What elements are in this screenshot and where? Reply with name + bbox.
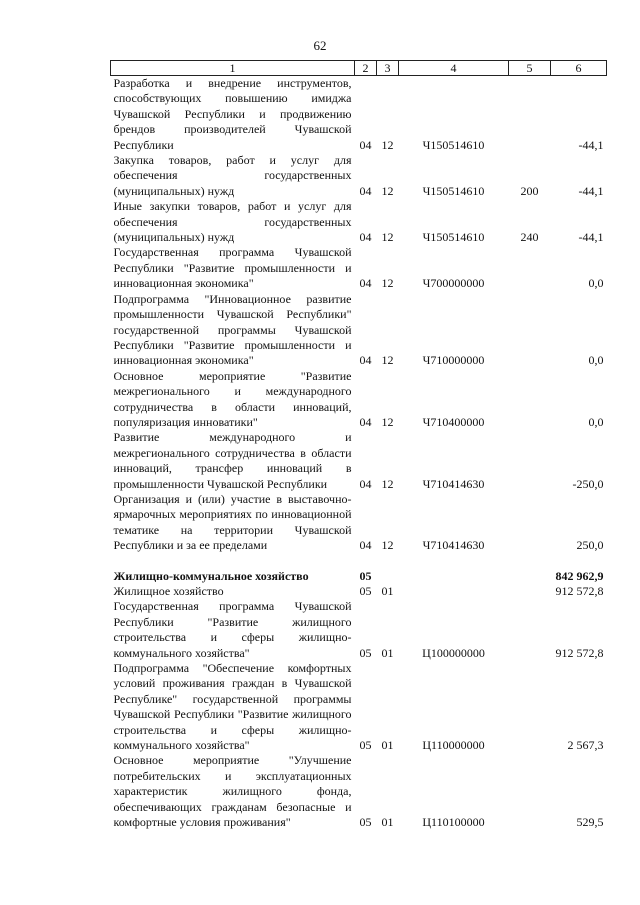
row-name: Организация и (или) участие в выставочно-ярмарочных мероприятиях по инновационной тематике на территории Чувашской Республики и за ее пределами [113,491,352,553]
row-target-article: Ц110100000 [422,815,485,830]
column-header-3: 3 [377,61,399,76]
table-row [111,430,607,492]
row-razdel: 04 [359,183,372,198]
row-target-article: Ц110000000 [422,738,485,753]
row-amount: -250,0 [572,476,604,491]
section-row [111,569,607,584]
row-amount: -44,1 [578,137,604,152]
row-amount: -44,1 [578,230,604,245]
row-name: Закупка товаров, работ и услуг для обеспечения государственных (муниципальных) нужд [113,153,352,198]
table-row [111,661,607,753]
row-target-article: Ч710400000 [422,414,485,429]
table-row [111,492,607,554]
row-name: Жилищное хозяйство [113,584,224,598]
row-razdel: 05 [359,568,372,583]
row-expense-kind [509,76,551,154]
page-number: 62 [313,38,327,53]
row-razdel: 05 [359,584,372,598]
column-header-2: 2 [355,61,377,76]
row-name: Разработка и внедрение инструментов, способствующих повышению имиджа Чувашской Республики и продвижению брендов производителей Чувашской Республики [113,76,352,152]
row-expense-kind [509,661,551,753]
row-amount: 250,0 [576,538,604,553]
row-razdel: 05 [359,645,372,660]
row-amount: 2 567,3 [567,738,604,753]
table-row [111,753,607,830]
row-name: Развитие международного и межрегионального сотрудничества в области инноваций, трансфер инноваций в промышленности Чувашской Республики [113,430,352,491]
table-row [111,584,607,599]
row-razdel: 04 [359,353,372,368]
row-target-article: Ч710414630 [422,476,485,491]
table-row [111,369,607,431]
row-target-article [399,554,509,569]
row-expense-kind [509,492,551,554]
row-expense-kind [509,753,551,830]
row-podrazdel: 12 [381,538,394,553]
row-razdel: 04 [359,538,372,553]
row-amount [551,554,607,569]
row-target-article [399,584,509,599]
row-target-article [399,569,509,584]
row-amount: 0,0 [588,353,604,368]
row-podrazdel: 12 [381,476,394,491]
row-razdel: 04 [359,230,372,245]
row-razdel: 04 [359,137,372,152]
row-expense-kind [509,245,551,291]
row-target-article: Ч150514610 [422,137,485,152]
table-row [111,292,607,369]
row-target-article: Ч710000000 [422,353,485,368]
spacer-row [111,554,607,569]
row-name: Жилищно-коммунальное хозяйство [113,568,309,583]
budget-table [110,60,607,831]
row-name: Основное мероприятие "Улучшение потребительских и эксплуатационных характеристик жилищного фонда, обеспечивающих гражданам безопасные и комфортные условия проживания" [113,753,352,830]
row-podrazdel: 12 [381,414,394,429]
column-header-5: 5 [509,61,551,76]
row-podrazdel [377,569,399,584]
row-podrazdel: 01 [381,645,394,660]
row-podrazdel: 12 [381,183,394,198]
row-name: Подпрограмма "Обеспечение комфортных условий проживания граждан в Чувашской Республике" государственной программы Чувашской Республики "Развитие жилищного строительства и сферы жилищно-коммунального хозяйства" [113,661,352,753]
row-razdel: 04 [359,476,372,491]
row-amount: 912 572,8 [555,645,604,660]
row-razdel: 05 [359,815,372,830]
row-target-article: Ц100000000 [422,645,485,660]
row-name: Подпрограмма "Инновационное развитие промышленности Чувашской Республики" государственной программы Чувашской Республики "Развитие промышленности и инновационная экономика" [113,291,352,368]
table-body [111,76,607,831]
row-podrazdel: 12 [381,137,394,152]
row-name [111,554,355,569]
row-expense-kind: 200 [520,183,539,198]
row-name: Основное мероприятие "Развитие межрегионального и международного сотрудничества в области инноваций, популяризация инноватики" [113,368,352,429]
column-header-6: 6 [551,61,607,76]
row-name: Государственная программа Чувашской Республики "Развитие жилищного строительства и сферы жилищно-коммунального хозяйства" [113,599,352,660]
row-podrazdel: 01 [381,815,394,830]
row-expense-kind [509,584,551,599]
row-podrazdel: 12 [381,353,394,368]
row-razdel: 04 [359,414,372,429]
row-amount: 0,0 [588,414,604,429]
row-expense-kind [509,599,551,661]
row-target-article: Ч700000000 [422,276,485,291]
table-row [111,76,607,154]
row-target-article: Ч150514610 [422,230,485,245]
row-expense-kind [509,292,551,369]
row-name: Государственная программа Чувашской Республики "Развитие промышленности и инновационная экономика" [113,245,352,291]
row-expense-kind: 240 [520,230,539,245]
row-amount: 842 962,9 [555,568,604,583]
row-expense-kind [509,554,551,569]
table-row [111,599,607,661]
row-amount: 0,0 [588,276,604,291]
column-header-1: 1 [111,61,355,76]
row-razdel: 04 [359,276,372,291]
header-row [111,61,607,76]
row-target-article: Ч710414630 [422,538,485,553]
table-row [111,199,607,245]
row-podrazdel: 12 [381,230,394,245]
column-header-4: 4 [399,61,509,76]
row-expense-kind [509,369,551,431]
row-podrazdel [377,554,399,569]
row-razdel: 05 [359,738,372,753]
row-name: Иные закупки товаров, работ и услуг для обеспечения государственных (муниципальных) нужд [113,199,352,245]
row-expense-kind [509,569,551,584]
row-expense-kind [509,430,551,492]
row-podrazdel: 01 [381,738,394,753]
row-amount: -44,1 [578,183,604,198]
row-target-article: Ч150514610 [422,183,485,198]
row-razdel [355,554,377,569]
row-amount: 529,5 [576,815,604,830]
row-podrazdel: 01 [381,584,394,598]
table-row [111,245,607,291]
table-header [111,61,607,76]
table-row [111,153,607,199]
row-amount: 912 572,8 [555,584,604,598]
row-podrazdel: 12 [381,276,394,291]
